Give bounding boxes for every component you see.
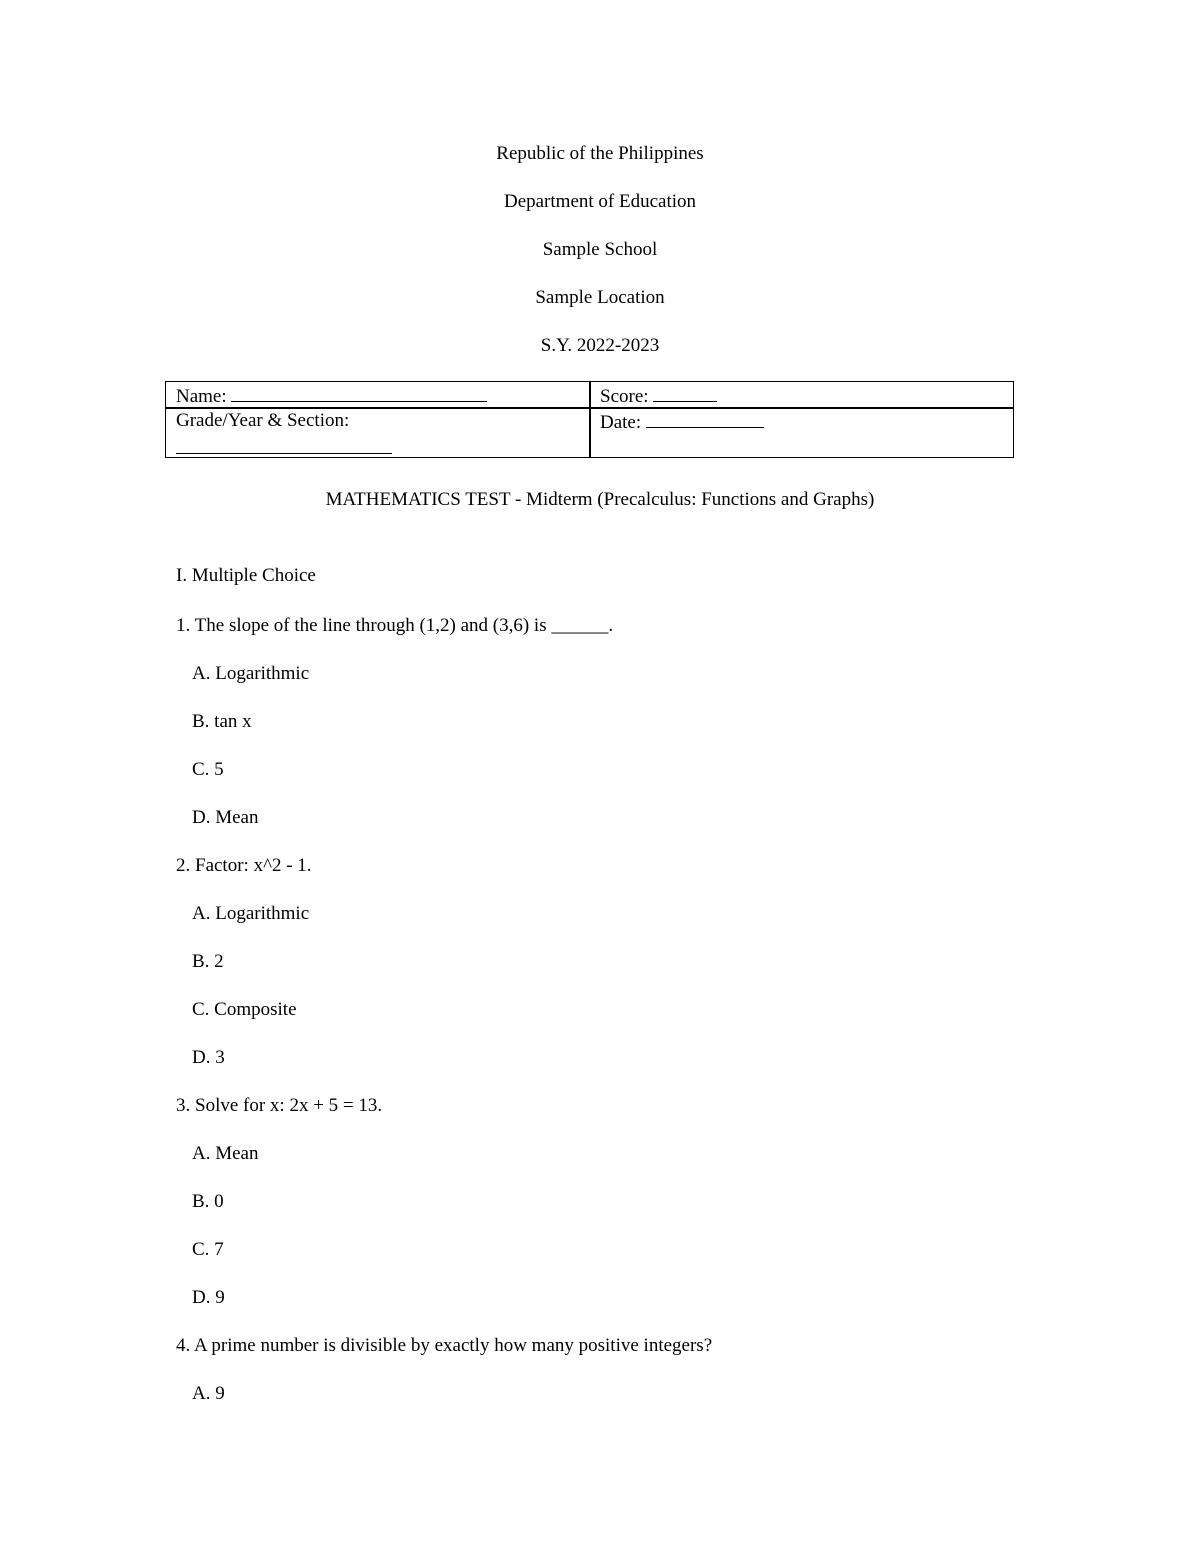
question-1-option-d: D. Mean <box>192 807 259 828</box>
table-divider-vertical <box>589 382 591 457</box>
header-school: Sample School <box>542 239 658 260</box>
grade-section-blank-wrap[interactable] <box>176 432 392 454</box>
question-3-option-d: D. 9 <box>192 1287 225 1308</box>
header-school-year: S.Y. 2022-2023 <box>540 335 660 356</box>
grade-section-blank[interactable] <box>176 432 392 454</box>
section-title: I. Multiple Choice <box>176 565 316 586</box>
question-2: 2. Factor: x^2 - 1. <box>176 855 312 876</box>
question-1-option-c: C. 5 <box>192 759 224 780</box>
question-1-option-a: A. Logarithmic <box>192 663 310 684</box>
question-2-option-a: A. Logarithmic <box>192 903 310 924</box>
name-blank[interactable] <box>231 384 487 402</box>
date-label: Date: <box>600 412 642 433</box>
grade-section-cell[interactable] <box>176 410 349 432</box>
question-4-option-a: A. 9 <box>192 1383 225 1404</box>
grade-section-label: Grade/Year & Section: <box>176 410 350 431</box>
score-label: Score: <box>600 386 649 407</box>
question-3: 3. Solve for x: 2x + 5 = 13. <box>176 1095 383 1116</box>
name-label: Name: <box>176 386 227 407</box>
question-3-option-a: A. Mean <box>192 1143 259 1164</box>
question-4: 4. A prime number is divisible by exactly how many positive integers? <box>176 1335 713 1356</box>
score-blank[interactable] <box>653 384 717 402</box>
question-2-option-b: B. 2 <box>192 951 224 972</box>
question-2-option-c: C. Composite <box>192 999 297 1020</box>
date-blank[interactable] <box>646 410 764 428</box>
name-cell[interactable] <box>176 384 487 408</box>
question-1-option-b: B. tan x <box>192 711 252 732</box>
question-2-option-d: D. 3 <box>192 1047 225 1068</box>
question-3-option-c: C. 7 <box>192 1239 224 1260</box>
score-cell[interactable] <box>600 384 717 408</box>
header-republic: Republic of the Philippines <box>496 143 704 164</box>
student-info-table <box>165 381 1014 458</box>
question-1: 1. The slope of the line through (1,2) and (3,6) is ______. <box>176 615 614 636</box>
header-department: Department of Education <box>503 191 697 212</box>
date-cell[interactable] <box>600 410 764 434</box>
header-location: Sample Location <box>535 287 665 308</box>
test-title: MATHEMATICS TEST - Midterm (Precalculus: Functions and Graphs) <box>325 489 875 510</box>
question-3-option-b: B. 0 <box>192 1191 224 1212</box>
